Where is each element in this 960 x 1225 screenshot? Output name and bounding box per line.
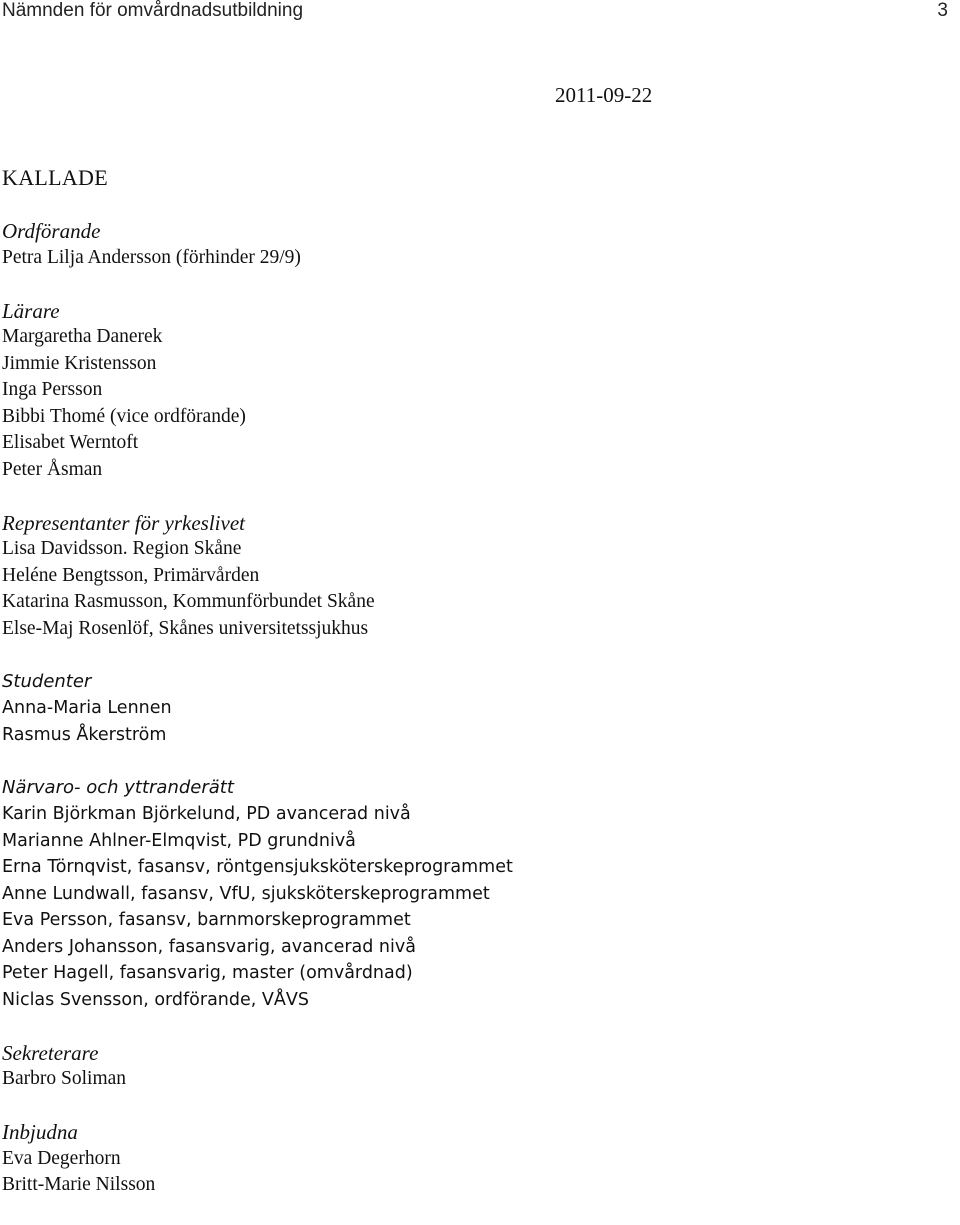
section-heading: Inbjudna bbox=[2, 1120, 78, 1144]
member-line: Britt-Marie Nilsson bbox=[2, 1174, 156, 1195]
member-line: Lisa Davidsson. Region Skåne bbox=[2, 538, 242, 559]
member-list bbox=[2, 218, 952, 1225]
section-representanter bbox=[2, 510, 952, 643]
member-line: Heléne Bengtsson, Primärvården bbox=[2, 564, 260, 586]
section-heading: Ordförande bbox=[2, 219, 101, 243]
member-line: Bibbi Thomé (vice ordförande) bbox=[2, 405, 246, 427]
member-line: Jimmie Kristensson bbox=[2, 352, 157, 374]
member-line: Erna Törnqvist, fasansv, röntgensjuksköterskeprogrammet bbox=[2, 857, 513, 877]
document-header-title: Nämnden för omvårdnadsutbildning bbox=[2, 0, 304, 21]
section-inbjudna bbox=[2, 1119, 952, 1199]
member-line: Karin Björkman Björkelund, PD avancerad nivå bbox=[2, 804, 411, 824]
main-title: KALLADE bbox=[2, 165, 108, 190]
member-line: Margaretha Danerek bbox=[2, 326, 163, 347]
member-line: Katarina Rasmusson, Kommunförbundet Skåne bbox=[2, 591, 375, 612]
member-line: Eva Degerhorn bbox=[2, 1147, 121, 1169]
section-heading: Närvaro- och yttranderätt bbox=[2, 776, 234, 798]
member-line: Inga Persson bbox=[2, 379, 103, 400]
member-line: Peter Åsman bbox=[2, 458, 103, 480]
page-number: 3 bbox=[937, 0, 948, 21]
section-narvaro bbox=[2, 775, 952, 1014]
section-studenter bbox=[2, 669, 952, 749]
member-line: Barbro Soliman bbox=[2, 1068, 127, 1089]
member-line: Anne Lundwall, fasansv, VfU, sjuksköterskeprogrammet bbox=[2, 883, 490, 904]
section-heading: Representanter för yrkeslivet bbox=[2, 510, 245, 535]
member-line: Petra Lilja Andersson (förhinder 29/9) bbox=[2, 246, 301, 268]
member-line: Elisabet Werntoft bbox=[2, 432, 139, 453]
section-heading: Studenter bbox=[2, 670, 92, 692]
member-line: Anna-Maria Lennen bbox=[2, 698, 172, 718]
section-sekreterare bbox=[2, 1040, 952, 1093]
section-heading: Sekreterare bbox=[2, 1040, 99, 1065]
member-line: Niclas Svensson, ordförande, VÅVS bbox=[2, 989, 309, 1010]
member-line: Eva Persson, fasansv, barnmorskeprogrammet bbox=[2, 910, 411, 930]
section-heading: Lärare bbox=[2, 298, 60, 323]
member-line: Else-Maj Rosenlöf, Skånes universitetssjukhus bbox=[2, 617, 369, 639]
section-larare bbox=[2, 298, 952, 484]
member-line: Rasmus Åkerström bbox=[2, 724, 167, 745]
section-ordforande bbox=[2, 218, 952, 271]
member-line: Anders Johansson, fasansvarig, avancerad nivå bbox=[2, 936, 416, 957]
member-line: Marianne Ahlner-Elmqvist, PD grundnivå bbox=[2, 830, 356, 851]
member-line: Peter Hagell, fasansvarig, master (omvårdnad) bbox=[2, 963, 413, 983]
document-date: 2011-09-22 bbox=[555, 83, 653, 107]
